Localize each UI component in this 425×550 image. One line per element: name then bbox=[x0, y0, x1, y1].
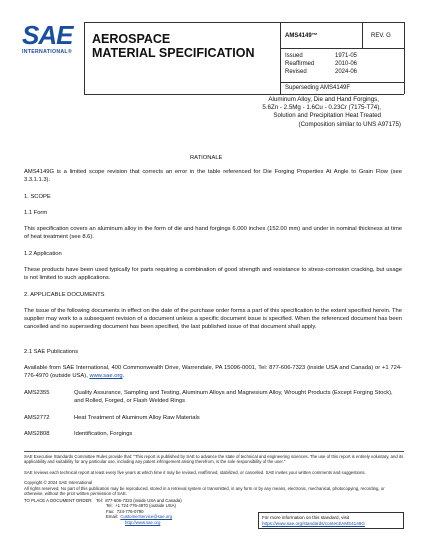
footer-notice: SAE reviews each technical report at least every five years at which time it may be revised, reaffirmed, stabilized, or cancelled. SAE invites your written comments and suggestions. bbox=[24, 470, 366, 475]
tel-number: +1 724-776-4970 (outside USA) bbox=[115, 503, 176, 509]
subject-line: Solution and Precipitation Heat Treated bbox=[273, 112, 381, 120]
logo-mark: SAE bbox=[22, 20, 73, 50]
fax-number: 724-776-0790 bbox=[116, 508, 144, 514]
header-rule bbox=[280, 82, 404, 83]
paragraph: Available from SAE International, 400 Commonwealth Drive, Warrendale, PA 15096-0001, Tel: 877-606-7323 (inside USA and Canada) or +1 724-776-4970 (outside USA), www.sae.org. bbox=[24, 365, 402, 379]
superseding-note: Superseding AMS4149F bbox=[285, 85, 351, 91]
paragraph: These products have been used typically for parts requiring a combination of good strength and resistance to stress-corrosion cracking, but usage is not limited to such applications. bbox=[24, 267, 402, 281]
document-title bbox=[92, 32, 255, 60]
title-line-1: AEROSPACE bbox=[92, 32, 171, 46]
reference-title: Quality Assurance, Sampling and Testing, Aluminum Alloys and Magnesium Alloy, Wrought Products (Except Forging Stock), and Rolled, Forged, or Flash Welded Rings bbox=[74, 390, 393, 404]
reference-code: AMS2808 bbox=[24, 431, 50, 437]
document-subject bbox=[255, 96, 401, 129]
publication-source: Available from SAE International, 400 Commonwealth Drive, Warrendale, PA 15096-0001, Tel: 877-606-7323 (inside USA and Canada) or +1 724-776-4970 (outside USA), bbox=[24, 365, 402, 379]
revision-label: REV. G bbox=[371, 33, 391, 39]
more-info-text: For more information on this standard, visit bbox=[262, 515, 350, 520]
rationale-text: AMS4149G is a limited scope revision that corrects an error in the table referenced for Die Forging Properties At Angle to Grain Flow (see 3.3.1.1.3). bbox=[24, 169, 402, 183]
section-heading: 1. SCOPE bbox=[24, 194, 51, 200]
subsection-heading: 1.2 Application bbox=[24, 251, 62, 257]
subject-line: 5.6Zn - 2.5Mg - 1.6Cu - 0.23Cr (7175-T74), bbox=[262, 104, 381, 112]
issued-date: 1971-05 bbox=[335, 53, 358, 59]
header-rule bbox=[280, 48, 404, 49]
paragraph: The issue of the following documents in effect on the date of the purchase order forms a part of this specification to the extent specified herein. The supplier may work to a subsequent revision of a document unless a specific document issue is specified. When the referenced document has been cancelled and no superseding document has been specified, the last published issue of that document shall apply. bbox=[24, 308, 402, 330]
issued-label: Issued bbox=[285, 53, 303, 59]
tel-label: Tel: bbox=[96, 498, 103, 503]
revised-label: Revised bbox=[285, 69, 307, 75]
reference-code: AMS2772 bbox=[24, 415, 50, 421]
sae-website-link[interactable]: http://www.sae.org bbox=[125, 519, 161, 525]
reaffirmed-date: 2010-06 bbox=[335, 61, 358, 67]
footer-notice: All rights reserved. No part of this publication may be reproduced, stored in a retrieval system or transmitted, in any form or by any means, electronic, mechanical, photocopying, recording, or otherwise, without the prior written permission of SAE. bbox=[24, 486, 385, 497]
reference-row bbox=[24, 414, 402, 424]
email-link[interactable]: CustomerService@sae.org bbox=[120, 514, 172, 520]
order-contact bbox=[24, 498, 182, 525]
fax-label: Fax: bbox=[106, 508, 115, 514]
email-label: Email: bbox=[106, 514, 118, 520]
tel-number: 877-606-7323 (inside USA and Canada) bbox=[105, 498, 182, 503]
order-label: TO PLACE A DOCUMENT ORDER: bbox=[24, 498, 93, 503]
reference-title: Heat Treatment of Aluminum Alloy Raw Materials bbox=[74, 415, 200, 421]
more-info-box bbox=[258, 512, 404, 529]
header-top-rule bbox=[84, 22, 404, 23]
subject-line: Aluminum Alloy, Die and Hand Forgings, bbox=[268, 96, 379, 103]
section-heading: 2. APPLICABLE DOCUMENTS bbox=[24, 292, 105, 298]
reference-title: Identification, Forgings bbox=[74, 431, 133, 437]
reference-row bbox=[24, 430, 402, 440]
logo-subtitle: INTERNATIONAL® bbox=[22, 49, 72, 55]
header-bottom-rule bbox=[84, 94, 404, 95]
subject-line: (Composition similar to UNS A97175) bbox=[298, 120, 401, 128]
title-line-2: MATERIAL SPECIFICATION bbox=[92, 46, 255, 60]
copyright: Copyright © 2024 SAE International bbox=[24, 480, 93, 485]
tel-label: Tel: bbox=[106, 503, 113, 509]
spec-number: AMS4149™ bbox=[285, 33, 318, 39]
sae-logo bbox=[22, 22, 74, 55]
revised-date: 2024-06 bbox=[335, 69, 358, 75]
header-divider bbox=[84, 22, 85, 94]
header-divider bbox=[404, 22, 405, 94]
reaffirmed-label: Reaffirmed bbox=[285, 61, 315, 67]
header-divider bbox=[280, 22, 281, 94]
reference-code: AMS2355 bbox=[24, 390, 50, 396]
subsection-heading: 2.1 SAE Publications bbox=[24, 349, 79, 355]
standard-link[interactable]: https://www.sae.org/standards/content/AMS4149G bbox=[262, 521, 365, 526]
footer-notice: SAE Executive Standards Committee Rules provide that: "This report is published by SAE to advance the state of technical and engineering sciences. The use of this report is entirely voluntary, and its applicability and suitability for any particular use, including any patent infringement arising therefrom, is the sole responsibility of the user." bbox=[24, 454, 404, 465]
header-divider bbox=[362, 22, 363, 48]
sae-website-link[interactable]: www.sae.org bbox=[89, 373, 123, 379]
reference-row bbox=[24, 389, 402, 415]
subsection-heading: 1.1 Form bbox=[24, 210, 48, 216]
paragraph: This specification covers an aluminum alloy in the form of die and hand forgings 6.000 inches (152.00 mm) and under in nominal thickness at time of heat treatment (see 8.6). bbox=[24, 226, 402, 240]
rationale-heading: RATIONALE bbox=[190, 155, 223, 161]
footer-rule bbox=[24, 451, 404, 452]
